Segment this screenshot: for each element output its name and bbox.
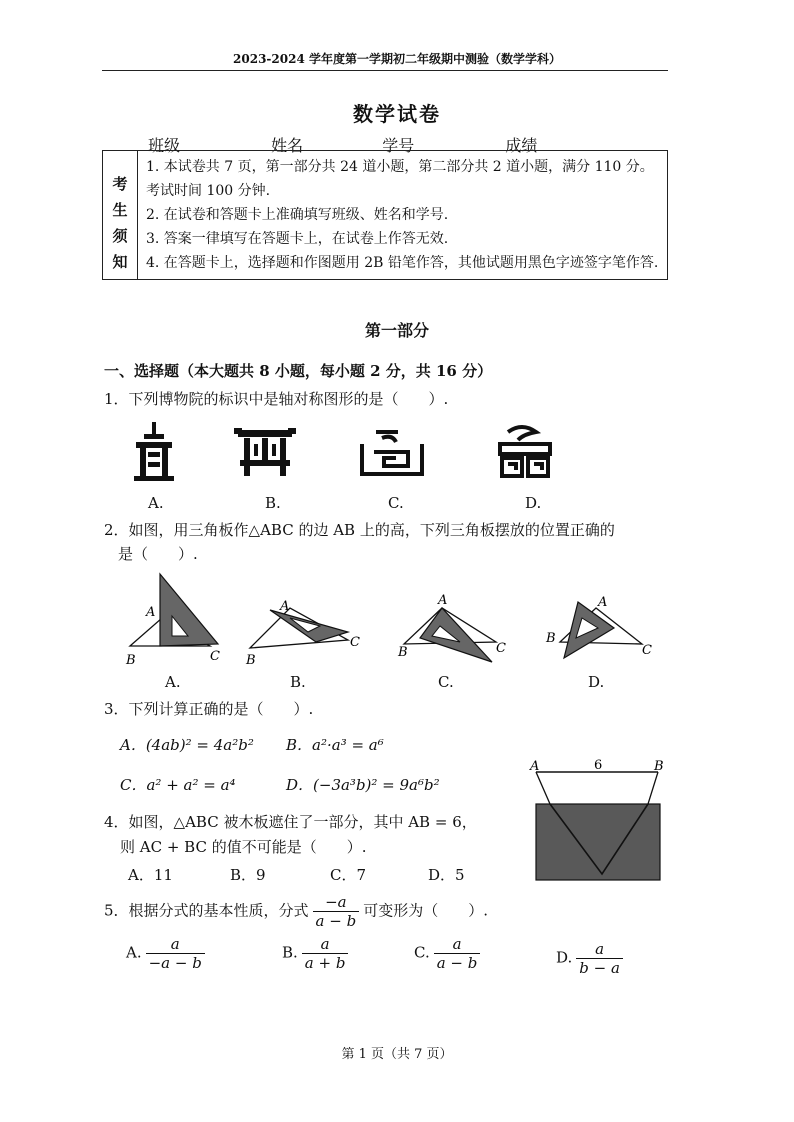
logo-d-icon (500, 427, 550, 476)
q1-option-c: C. (388, 494, 404, 512)
fig4-label-b: B (654, 759, 664, 774)
set-square-figures (120, 568, 680, 668)
q1-option-d: D. (525, 494, 542, 512)
figure-2c (397, 593, 506, 662)
fig4-length-label: 6 (594, 758, 603, 773)
q3-option-a: A．(4ab)² = 4a²b² (120, 736, 254, 754)
q5-option-label: B. (282, 943, 298, 962)
id-blank (414, 136, 494, 151)
id-label: 学号 (382, 136, 415, 155)
question-3: 3．下列计算正确的是（ ）. (104, 700, 314, 718)
q5-option-label: C. (414, 943, 430, 962)
q5-option-c (414, 935, 484, 972)
question-2-line2: 是（ ）. (118, 545, 198, 563)
q5-a-numerator: a (146, 935, 205, 954)
q2-option-a: A. (165, 673, 181, 691)
name-label: 姓名 (271, 136, 304, 155)
q4-option-a: A．11 (128, 866, 173, 884)
score-blank (537, 136, 619, 151)
q1-option-a: A. (148, 494, 164, 512)
notice-side-char: 知 (112, 253, 128, 271)
notice-rule-3: 3. 答案一律填写在答题卡上，在试卷上作答无效. (146, 231, 449, 247)
part-title: 第一部分 (364, 321, 429, 340)
name-blank (303, 136, 377, 151)
fig2d-label-a: A (598, 595, 608, 610)
q3-option-d: D．(−3a³b)² = 9a⁶b² (286, 776, 440, 794)
notice-rule-4: 4. 在答题卡上，选择题和作图题用 2B 铅笔作答，其他试题用黑色字迹签字笔作答. (146, 255, 659, 271)
q2-option-d: D. (588, 673, 605, 691)
notice-rule-2: 2. 在试卷和答题卡上准确填写班级、姓名和学号. (146, 207, 449, 223)
fig2b-label-c: C (350, 635, 360, 650)
q5-option-label: A. (126, 943, 142, 962)
fig2b-label-b: B (246, 653, 256, 668)
question-1: 1．下列博物院的标识中是轴对称图形的是（ ）. (104, 390, 449, 408)
q5-denominator: a − b (315, 912, 357, 930)
question-4-line1: 4．如图，△ABC 被木板遮住了一部分，其中 AB = 6， (104, 813, 477, 831)
logo-a-icon (134, 422, 174, 481)
notice-box (102, 150, 668, 280)
notice-side-char: 须 (112, 227, 128, 245)
fig2a-label-a: A (146, 605, 156, 620)
fig2d-label-c: C (642, 643, 652, 658)
logo-b-icon (234, 428, 296, 476)
figure-2d (545, 595, 652, 658)
question-4-line2: 则 AC + BC 的值不可能是（ ）. (120, 838, 367, 856)
page-footer: 第 1 页（共 7 页） (341, 1047, 453, 1062)
q2-option-b: B. (290, 673, 306, 691)
q2-option-c: C. (438, 673, 454, 691)
header-divider (102, 70, 668, 71)
q5-option-label: D. (556, 948, 573, 967)
figure-2b (245, 599, 360, 668)
figure-2a (125, 574, 220, 668)
q5-c-numerator: a (434, 935, 481, 954)
class-label: 班级 (148, 136, 181, 155)
q4-option-d: D．5 (428, 866, 465, 884)
notice-side-char: 考 (112, 175, 128, 193)
fig2b-label-a: A (280, 599, 290, 614)
q4-option-b: B．9 (230, 866, 266, 884)
question-2-line1: 2．如图，用三角板作△ABC 的边 AB 上的高，下列三角板摆放的位置正确的 (104, 521, 615, 539)
class-blank (180, 136, 248, 151)
notice-rules (138, 151, 668, 280)
notice-side-char: 生 (112, 201, 128, 219)
fig2d-label-b: B (546, 631, 556, 646)
q3-option-c: C．a² + a² = a⁴ (120, 776, 236, 794)
fig2a-label-c: C (210, 649, 220, 664)
q5-suffix: 可变形为（ ）. (363, 901, 488, 920)
museum-logos (130, 418, 570, 488)
q5-numerator: −a (313, 893, 360, 912)
covered-triangle-figure (526, 756, 666, 886)
notice-side-label (103, 151, 138, 280)
q4-option-c: C．7 (330, 866, 367, 884)
q1-option-b: B. (265, 494, 281, 512)
page-title: 数学试卷 (353, 102, 441, 126)
fig2c-label-a: A (438, 593, 448, 608)
q5-fraction (313, 893, 360, 930)
q5-option-b (282, 935, 352, 972)
q3-option-b: B．a²·a³ = a⁶ (286, 736, 384, 754)
fig4-label-a: A (530, 759, 540, 774)
section-title: 一、选择题（本大题共 8 小题，每小题 2 分，共 16 分） (104, 362, 493, 380)
q5-a-denominator: −a − b (148, 954, 202, 972)
q5-option-d (556, 940, 627, 977)
fig2a-label-b: B (126, 653, 136, 668)
fig2c-label-b: B (398, 645, 408, 660)
notice-rule-1: 1. 本试卷共 7 页，第一部分共 24 道小题，第二部分共 2 道小题，满分 110 分。考试时间 100 分钟. (146, 159, 654, 199)
score-label: 成绩 (505, 136, 538, 155)
q5-c-denominator: a − b (436, 954, 478, 972)
q5-prefix: 5．根据分式的基本性质，分式 (104, 901, 309, 920)
q5-b-numerator: a (302, 935, 349, 954)
q5-b-denominator: a + b (304, 954, 346, 972)
q5-d-denominator: b − a (579, 959, 620, 977)
q5-option-a (126, 935, 209, 972)
q5-d-numerator: a (576, 940, 623, 959)
fig2c-label-c: C (496, 641, 506, 656)
question-5 (104, 893, 488, 930)
logo-c-icon (362, 432, 422, 474)
exam-header: 2023-2024 学年度第一学期初二年级期中测验（数学学科） (233, 52, 561, 66)
